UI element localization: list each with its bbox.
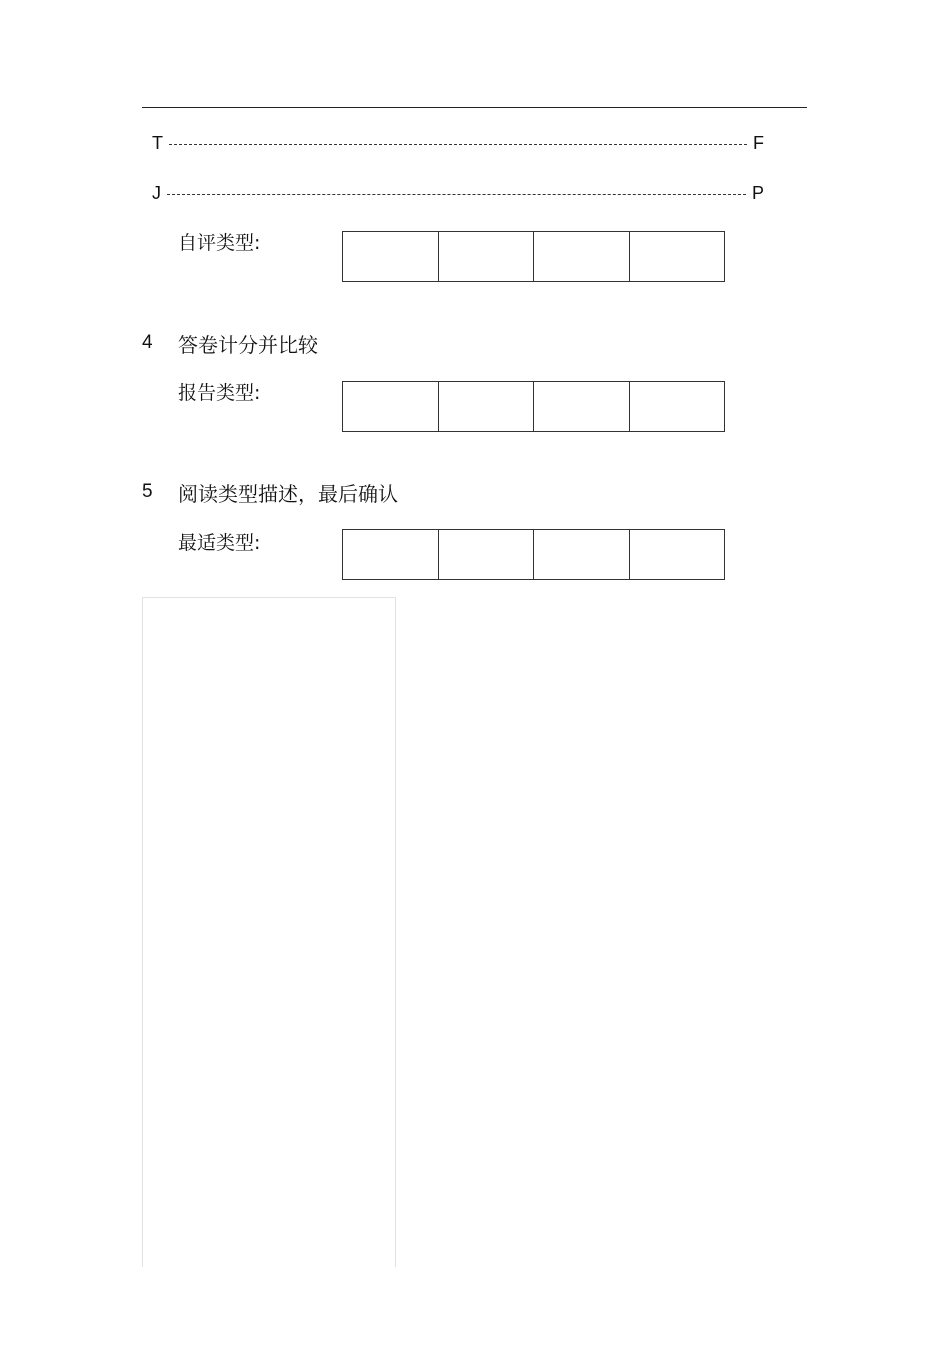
step-text: 阅读类型描述，最后确认 — [178, 481, 398, 506]
scale-left-letter: T — [152, 132, 163, 153]
type-letter-box[interactable] — [533, 382, 629, 431]
step-number: 5 — [142, 481, 153, 502]
type-letter-box[interactable] — [533, 530, 629, 579]
scale-right-letter: F — [753, 132, 764, 153]
best-fit-label: 最适类型: — [178, 532, 261, 554]
scale-j-p — [152, 181, 764, 205]
scale-right-letter: P — [751, 182, 764, 203]
type-letter-box[interactable] — [343, 232, 438, 281]
self-eval-boxes — [342, 231, 725, 282]
type-letter-box[interactable] — [533, 232, 629, 281]
best-fit-boxes — [342, 529, 725, 580]
step-text: 答卷计分并比较 — [178, 332, 318, 357]
self-eval-label: 自评类型: — [178, 232, 261, 254]
type-letter-box[interactable] — [629, 530, 725, 579]
report-label: 报告类型: — [178, 382, 261, 404]
type-letter-box[interactable] — [629, 232, 725, 281]
scale-left-letter: J — [152, 182, 161, 203]
report-boxes — [342, 381, 725, 432]
step-5 — [142, 479, 398, 505]
step-number: 4 — [142, 332, 153, 353]
type-letter-box[interactable] — [343, 530, 438, 579]
scale-dashed-line — [167, 194, 746, 195]
top-rule — [142, 107, 807, 108]
type-letter-box[interactable] — [438, 530, 534, 579]
type-letter-box[interactable] — [438, 232, 534, 281]
scale-dashed-line — [169, 144, 747, 145]
type-letter-box[interactable] — [438, 382, 534, 431]
step-4 — [142, 330, 318, 356]
scale-t-f — [152, 131, 764, 155]
blank-panel — [142, 597, 396, 1267]
type-letter-box[interactable] — [343, 382, 438, 431]
type-letter-box[interactable] — [629, 382, 725, 431]
